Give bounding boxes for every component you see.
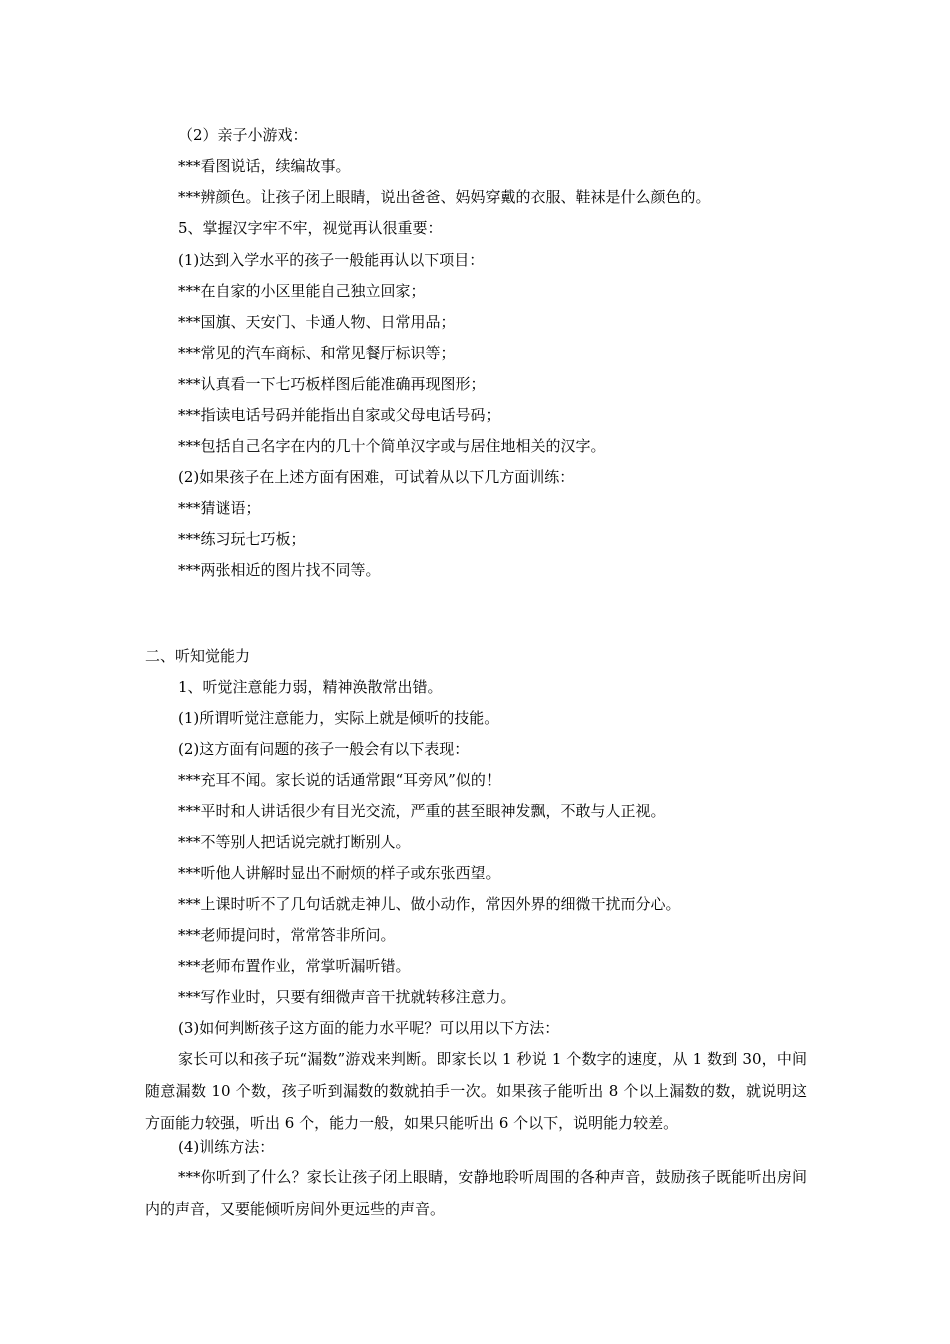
symptom-7: ***老师布置作业，常掌听漏听错。 — [178, 957, 411, 975]
judge-paragraph: 家长可以和孩子玩“漏数”游戏来判断。即家长以 1 秒说 1 个数字的速度，从 1 数到 30，中间随意漏数 10 个数，孩子听到漏数的数就拍手一次。如果孩子能听出 8 个以上漏数的数，就说明这方面能力较强，听出 6 个，能力一般，如果只能听出 6 个以下，说明能力较差。 — [145, 1050, 807, 1132]
item5-title: 5、掌握汉字牢不牢，视觉再认很重要： — [178, 219, 443, 237]
sub1-item-2: ***国旗、天安门、卡通人物、日常用品； — [178, 313, 456, 331]
item1-title: 1、听觉注意能力弱，精神涣散常出错。 — [178, 678, 443, 696]
sub2-item-2: ***练习玩七巧板； — [178, 530, 306, 548]
symptom-8: ***写作业时，只要有细微声音干扰就转移注意力。 — [178, 988, 516, 1006]
symptoms-title: (2)这方面有问题的孩子一般会有以下表现： — [178, 740, 470, 758]
sub1-item-1: ***在自家的小区里能自己独立回家； — [178, 282, 426, 300]
game-title: （2）亲子小游戏： — [178, 126, 308, 144]
sub1-item-3: ***常见的汽车商标、和常见餐厅标识等； — [178, 344, 456, 362]
sub1-title: (1)达到入学水平的孩子一般能再认以下项目： — [178, 251, 485, 269]
judge-title: (3)如何判断孩子这方面的能力水平呢？可以用以下方法： — [178, 1019, 560, 1037]
symptom-6: ***老师提问时，常常答非所问。 — [178, 926, 396, 944]
symptom-5: ***上课时听不了几句话就走神儿、做小动作，常因外界的细微干扰而分心。 — [178, 895, 681, 913]
sub1-item-4: ***认真看一下七巧板样图后能准确再现图形； — [178, 375, 486, 393]
definition-line: (1)所谓听觉注意能力，实际上就是倾听的技能。 — [178, 709, 500, 727]
sub2-item-1: ***猜谜语； — [178, 499, 261, 517]
symptom-2: ***平时和人讲话很少有目光交流，严重的甚至眼神发飘，不敢与人正视。 — [178, 802, 666, 820]
game-item-2: ***辨颜色。让孩子闭上眼睛，说出爸爸、妈妈穿戴的衣服、鞋袜是什么颜色的。 — [178, 188, 711, 206]
sub1-item-6: ***包括自己名字在内的几十个简单汉字或与居住地相关的汉字。 — [178, 437, 606, 455]
game-item-1: ***看图说话，续编故事。 — [178, 157, 351, 175]
train-paragraph: ***你听到了什么？家长让孩子闭上眼睛，安静地聆听周围的各种声音，鼓励孩子既能听出房间内的声音，又要能倾听房间外更远些的声音。 — [145, 1168, 807, 1218]
symptom-3: ***不等别人把话说完就打断别人。 — [178, 833, 411, 851]
section2-heading: 二、听知觉能力 — [145, 647, 251, 665]
sub2-title: (2)如果孩子在上述方面有困难，可试着从以下几方面训练： — [178, 468, 575, 486]
train-title: (4)训练方法： — [178, 1138, 275, 1156]
sub1-item-5: ***指读电话号码并能指出自家或父母电话号码； — [178, 406, 501, 424]
symptom-4: ***听他人讲解时显出不耐烦的样子或东张西望。 — [178, 864, 501, 882]
sub2-item-3: ***两张相近的图片找不同等。 — [178, 561, 381, 579]
symptom-1: ***充耳不闻。家长说的话通常跟“耳旁风”似的！ — [178, 771, 501, 789]
